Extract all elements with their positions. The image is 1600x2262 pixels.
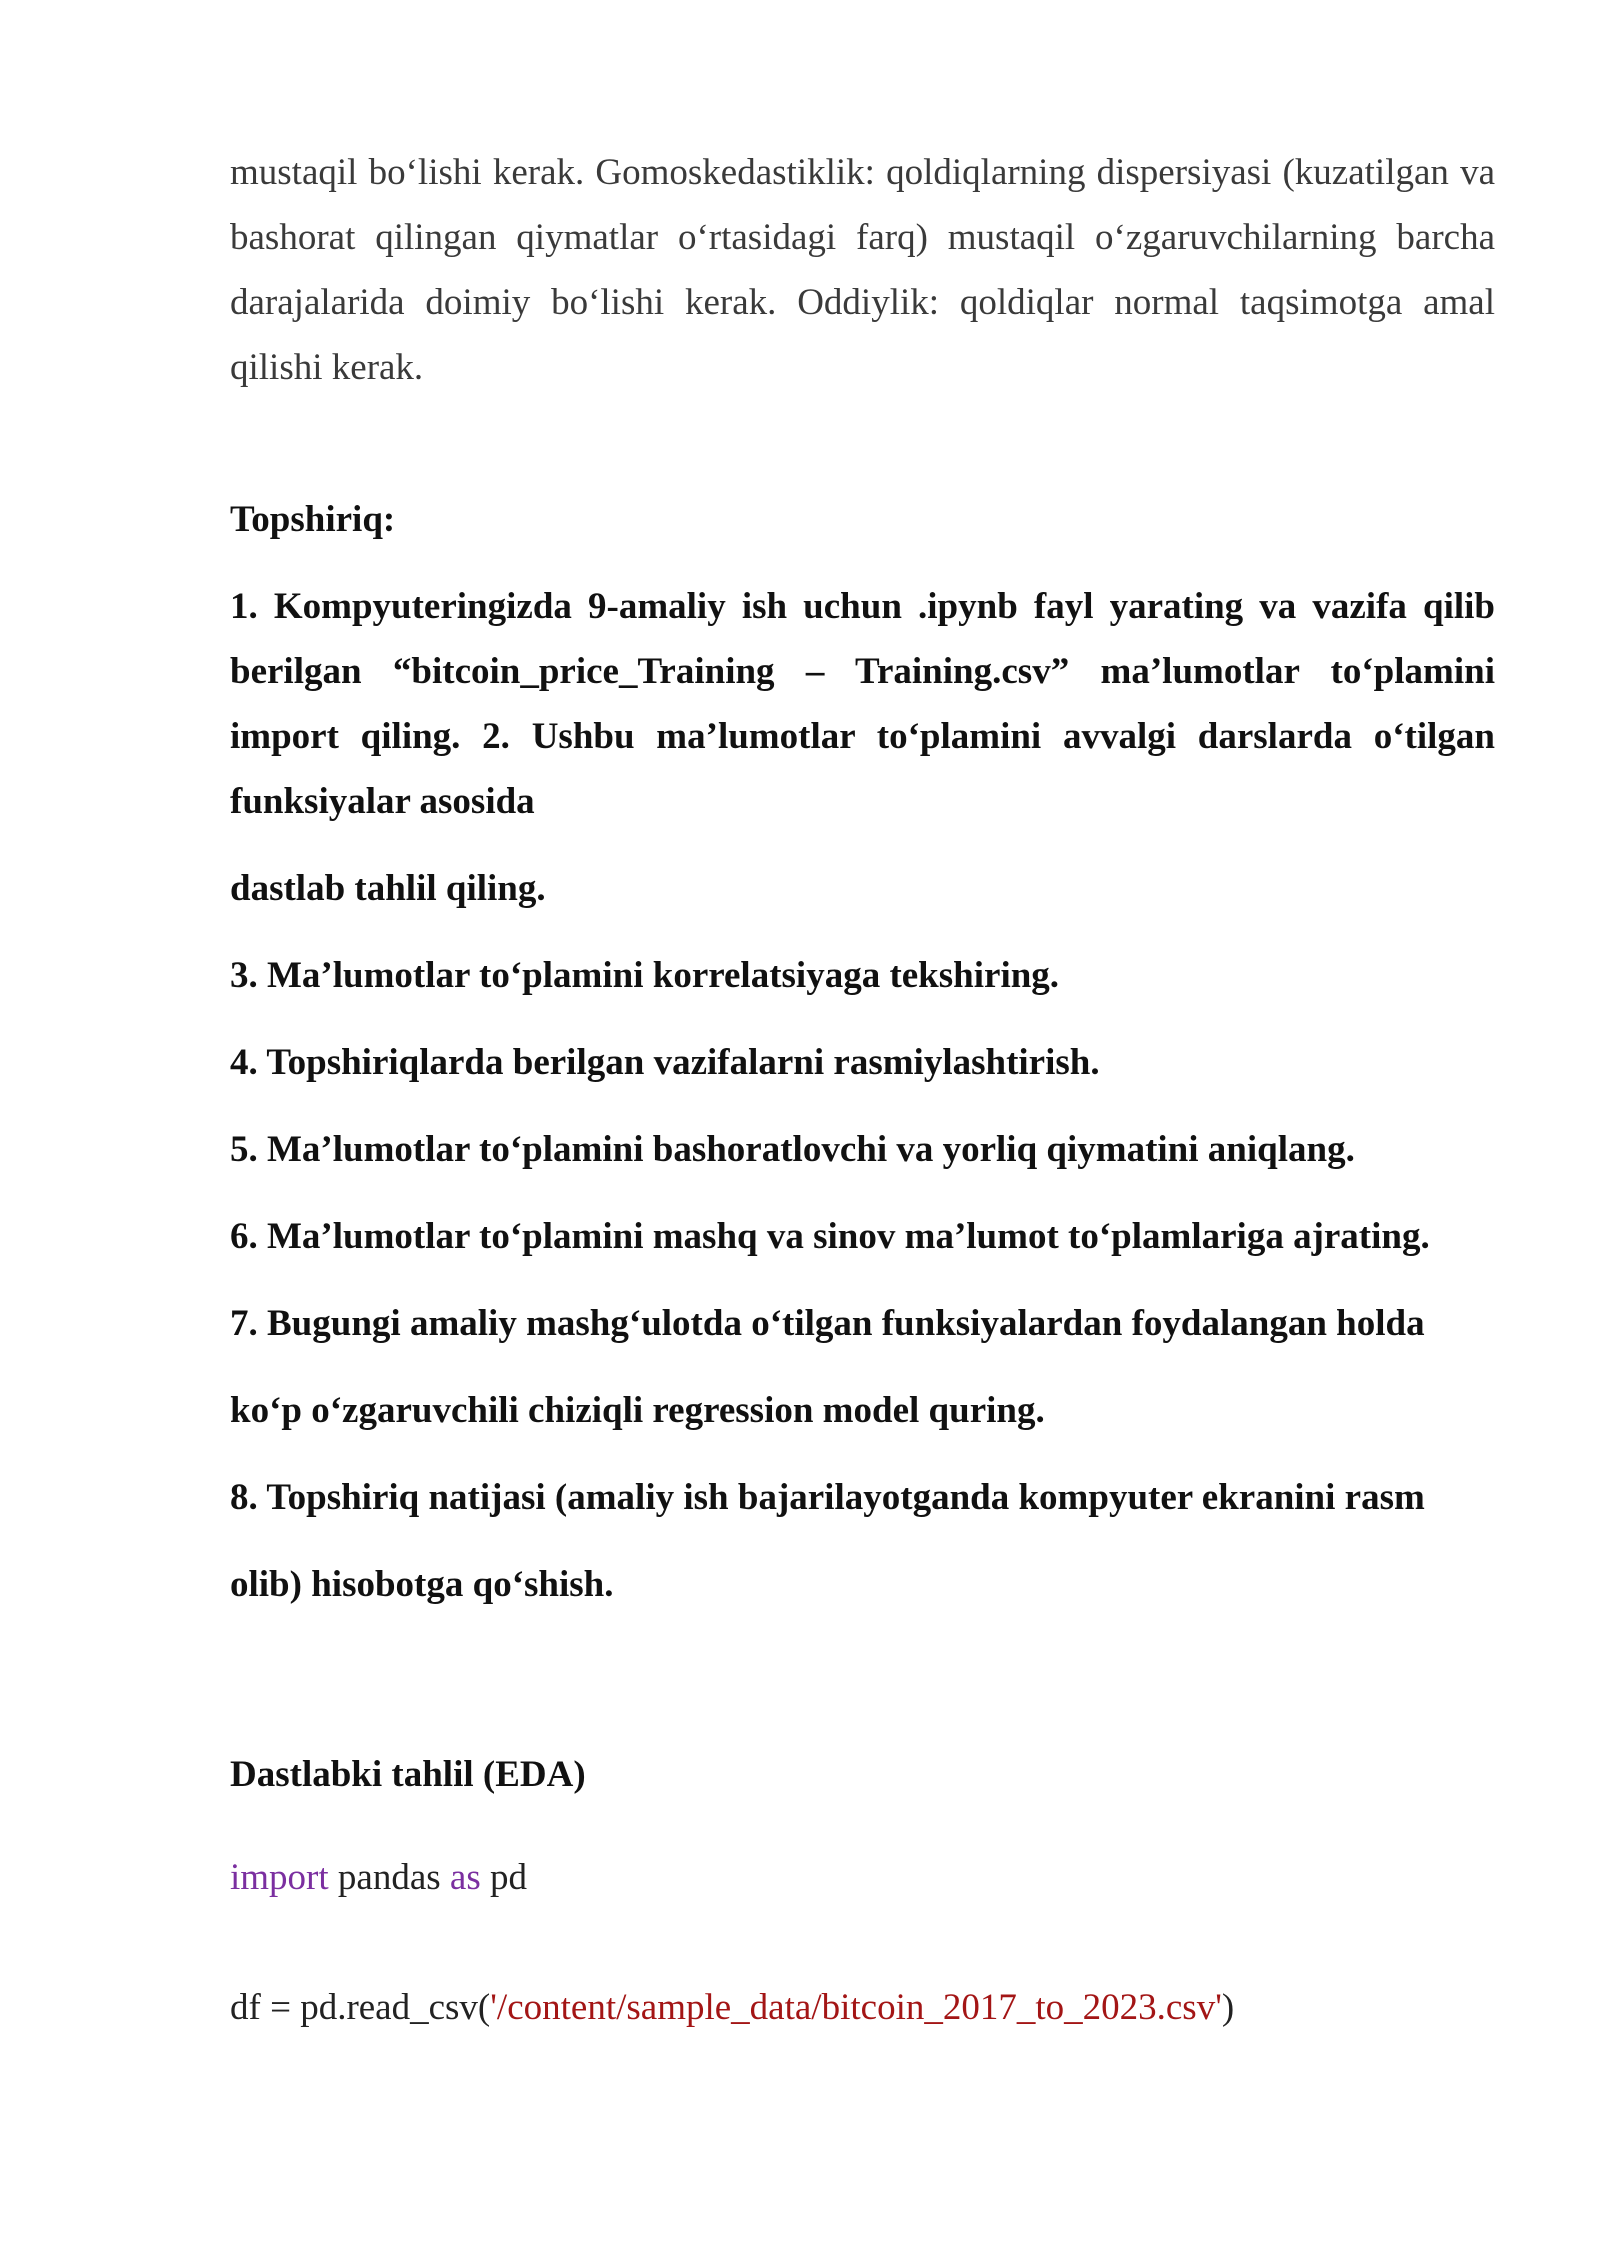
task-item-4: 4. Topshiriqlarda berilgan vazifalarni rasmiylashtirish. <box>230 1042 1100 1083</box>
spacer <box>230 1910 1495 1975</box>
document-page <box>230 140 1495 2040</box>
intro-paragraph: mustaqil bo‘lishi kerak. Gomoskedastiklik: qoldiqlarning dispersiyasi (kuzatilgan va bashorat qilingan qiymatlar o‘rtasidagi farq) mustaqil o‘zgaruvchilarning barcha darajalarida doimiy bo‘lishi kerak. Oddiylik: qoldiqlar normal taqsimotga amal qilishi kerak. <box>230 152 1495 388</box>
alias-name: pd <box>480 1857 527 1898</box>
task-item-6: 6. Ma’lumotlar to‘plamini mashq va sinov ma’lumot to‘plamlariga ajrating. <box>230 1216 1430 1257</box>
keyword-as: as <box>449 1857 481 1898</box>
task-item-7-line-2: ko‘p o‘zgaruvchili chiziqli regression model quring. <box>230 1390 1045 1431</box>
spacer <box>230 1617 1495 1742</box>
task-heading: Topshiriq: <box>230 499 396 540</box>
eda-heading: Dastlabki tahlil (EDA) <box>230 1754 586 1795</box>
task-item-7-line-1: 7. Bugungi amaliy mashg‘ulotda o‘tilgan funksiyalardan foydalangan holda <box>230 1303 1425 1344</box>
module-name: pandas <box>328 1857 450 1898</box>
spacer <box>230 1807 1495 1845</box>
task-item-8-line-1: 8. Topshiriq natijasi (amaliy ish bajarilayotganda kompyuter ekranini rasm <box>230 1477 1425 1518</box>
task-item-2-continued: dastlab tahlil qiling. <box>230 868 546 909</box>
code-string-path: '/content/sample_data/bitcoin_2017_to_2023.csv' <box>490 1987 1222 2028</box>
keyword-import: import <box>230 1857 329 1898</box>
code-line-import <box>230 1845 1495 1910</box>
spacer <box>230 400 1495 487</box>
task-item-5: 5. Ma’lumotlar to‘plamini bashoratlovchi va yorliq qiymatini aniqlang. <box>230 1129 1355 1170</box>
code-suffix: ) <box>1221 1987 1235 2028</box>
spacer <box>230 552 1495 574</box>
task-item-3: 3. Ma’lumotlar to‘plamini korrelatsiyaga tekshiring. <box>230 955 1060 996</box>
code-line-read-csv <box>230 1975 1495 2040</box>
task-item-1-2: 1. Kompyuteringizda 9-amaliy ish uchun .ipynb fayl yarating va vazifa qilib berilgan “bitcoin_price_Training – Training.csv” ma’lumotlar to‘plamini import qiling. 2. Ushbu ma’lumotlar to‘plamini avvalgi darslarda o‘tilgan funksiyalar asosida <box>230 586 1495 822</box>
task-item-8-line-2: olib) hisobotga qo‘shish. <box>230 1564 614 1605</box>
code-prefix: df = pd.read_csv( <box>230 1987 491 2028</box>
